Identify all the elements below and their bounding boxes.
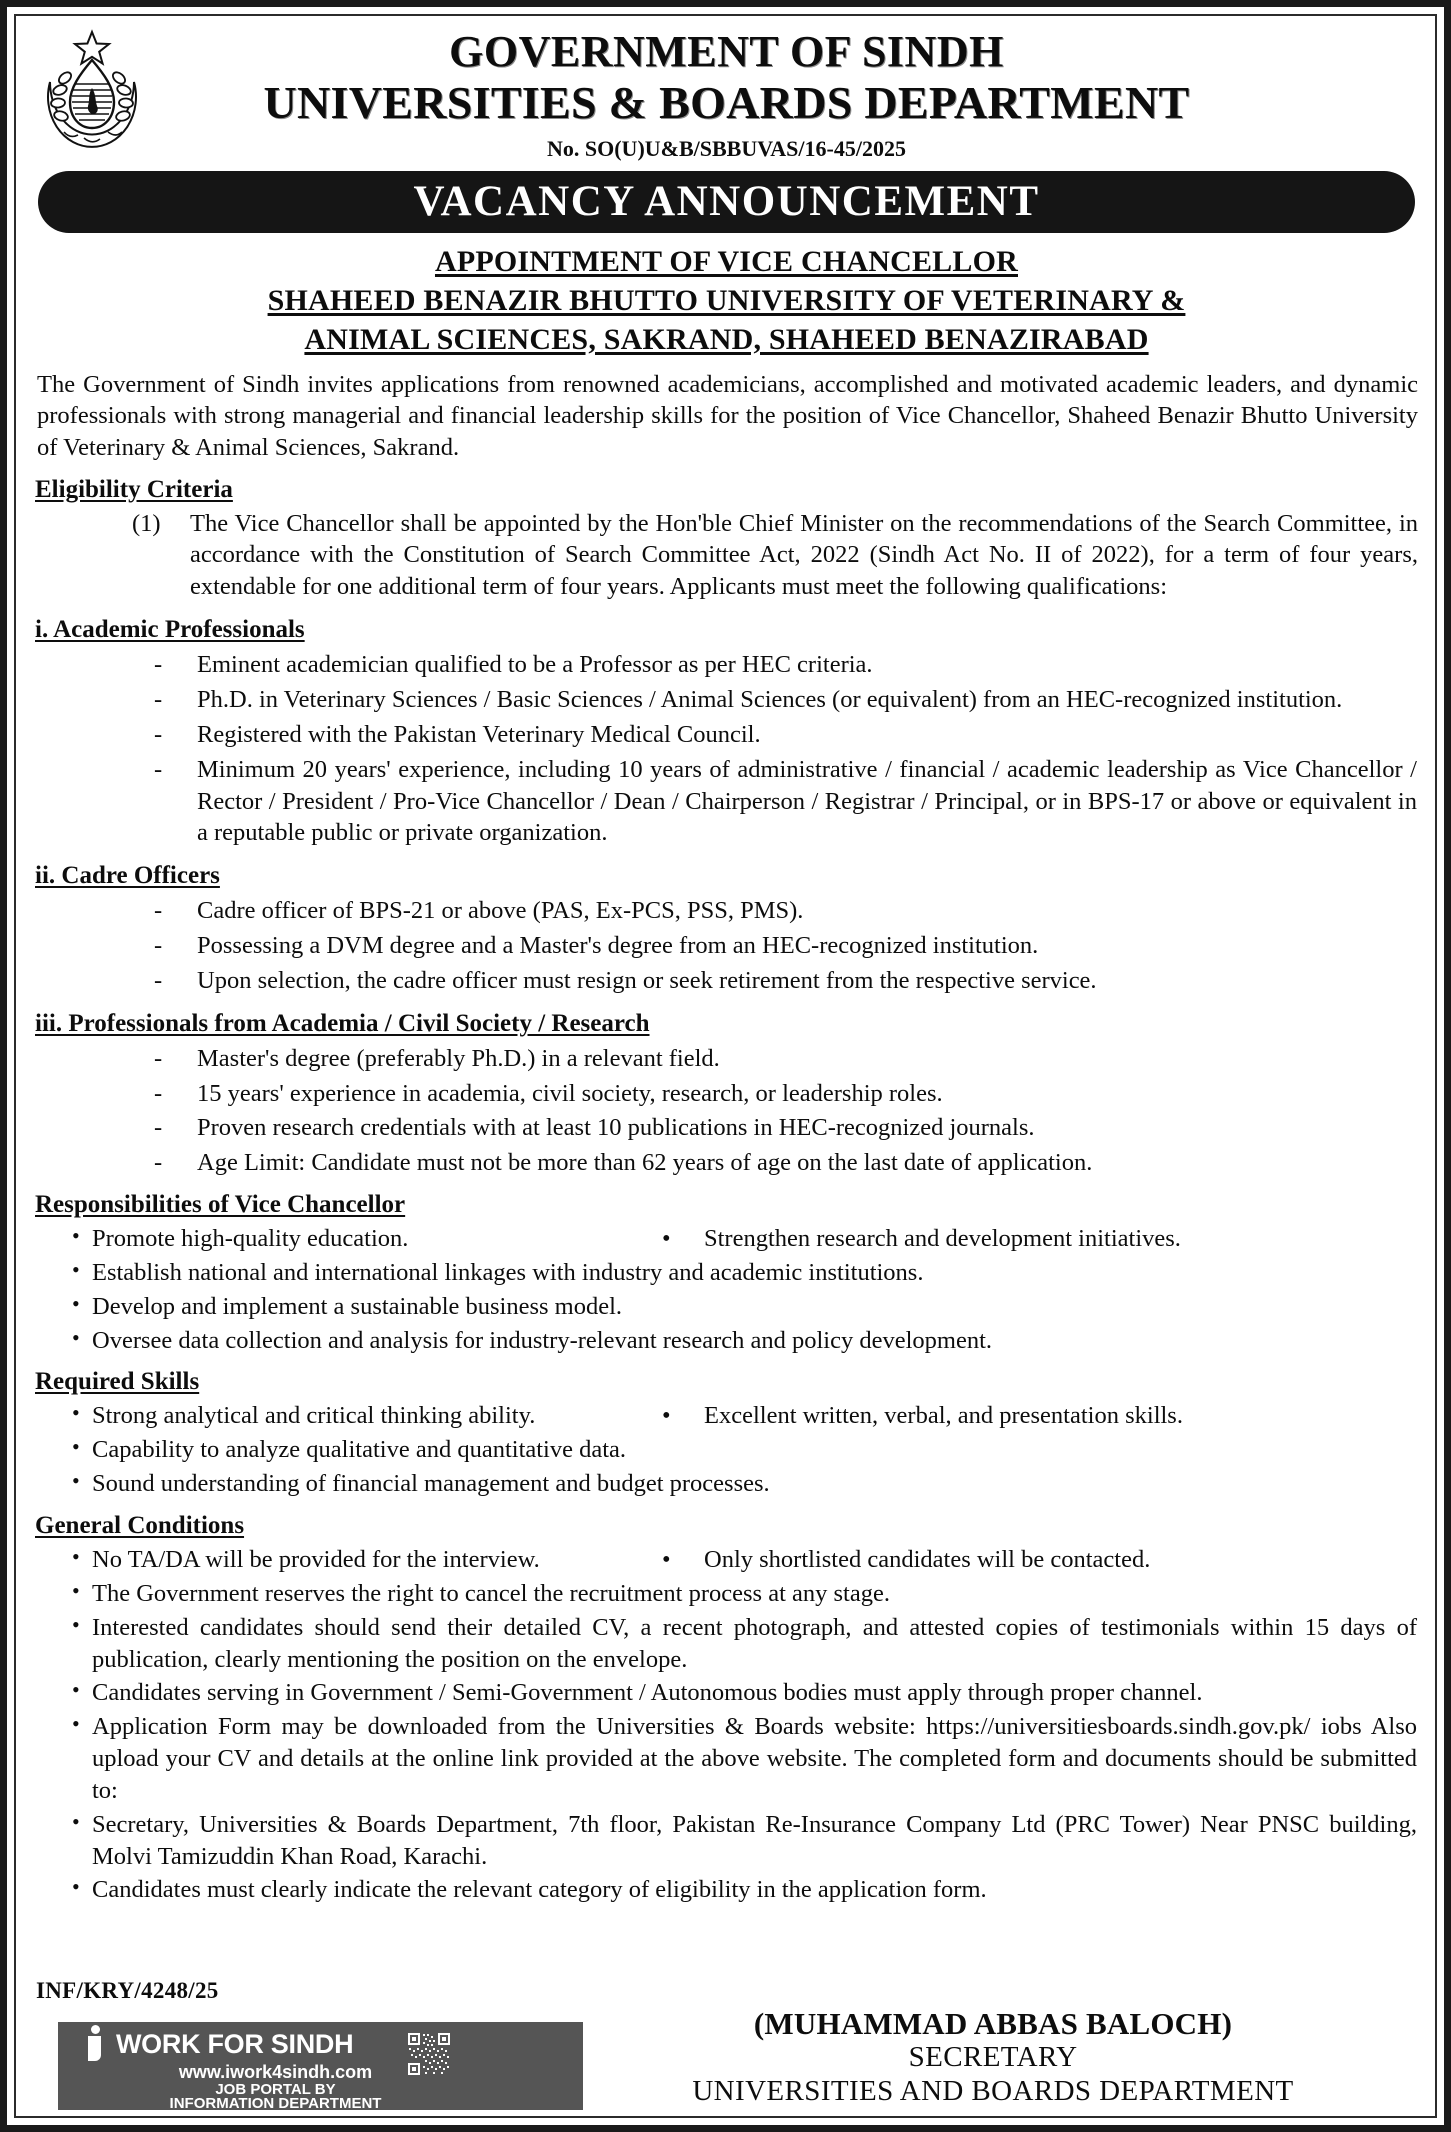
list-item: • Secretary, Universities & Boards Department, 7th floor, Pakistan Re-Insurance Company Ltd (PRC Tower) Near PNSC building, Molvi Tamizuddin Khan Road, Karachi.: [32, 1809, 1421, 1873]
signatory-designation: SECRETARY: [908, 2041, 1078, 2074]
list-item: [32, 1400, 1421, 1432]
subsection-heading-academic-professionals: i. Academic Professionals: [35, 616, 305, 644]
page-inner-border: [14, 14, 1437, 2118]
list-item: • The Government reserves the right to cancel the recruitment process at any stage.: [32, 1578, 1421, 1610]
page-title-government: GOVERNMENT OF SINDH: [449, 27, 1004, 76]
badge-title: WORK FOR SINDH: [116, 2029, 354, 2059]
section-heading-general-conditions: General Conditions: [35, 1512, 245, 1540]
eligibility-item-1-marker: (1): [132, 509, 161, 537]
i-logo-icon: [88, 2029, 104, 2059]
subsection-heading-academia-civil-society-research: iii. Professionals from Academia / Civil Society / Research: [35, 1009, 650, 1037]
footer-row: [32, 2007, 1421, 2110]
list-item: [32, 1223, 1421, 1255]
vacancy-title-line-2: SHAHEED BENAZIR BHUTTO UNIVERSITY OF VETERINARY &: [267, 283, 1186, 317]
inf-reference-number: INF/KRY/4248/25: [36, 1977, 219, 2003]
list-academia-civil-society-research: [32, 1043, 1421, 1179]
iwork4sindh-badge[interactable]: [58, 2022, 583, 2110]
list-item: [32, 1544, 1421, 1576]
list-item: • Establish national and international linkages with industry and academic institutions.: [32, 1257, 1421, 1289]
government-of-sindh-emblem-icon: [38, 26, 146, 152]
vacancy-title-line-3: ANIMAL SCIENCES, SAKRAND, SHAHEED BENAZIRABAD: [304, 322, 1149, 356]
list-item-text-right: Only shortlisted candidates will be contacted.: [704, 1546, 1151, 1574]
page-title-department: UNIVERSITIES & BOARDS DEPARTMENT: [263, 77, 1190, 129]
list-item: - Ph.D. in Veterinary Sciences / Basic Sciences / Animal Sciences (or equivalent) from an HEC-recognized institution.: [32, 684, 1421, 716]
subsection-heading-cadre-officers: ii. Cadre Officers: [35, 862, 220, 890]
list-general-conditions: [32, 1544, 1421, 1906]
intro-paragraph: The Government of Sindh invites applications from renowned academicians, accomplished and motivated academic leaders, and dynamic professionals with strong managerial and financial leadership skills for the position of Vice Chancellor, Shaheed Benazir Bhutto University of Veterinary & Animal Sciences, Sakrand.: [37, 370, 1418, 462]
list-item: - Proven research credentials with at least 10 publications in HEC-recognized journals.: [32, 1112, 1421, 1144]
list-item: - Master's degree (preferably Ph.D.) in a relevant field.: [32, 1043, 1421, 1075]
list-item: • Oversee data collection and analysis for industry-relevant research and policy development.: [32, 1325, 1421, 1357]
page-content: [16, 16, 1435, 2116]
section-heading-required-skills: Required Skills: [35, 1368, 200, 1396]
list-required-skills: [32, 1400, 1421, 1500]
eligibility-item-1: [132, 508, 1418, 604]
bullet-icon: •: [662, 1225, 671, 1253]
section-heading-eligibility-criteria: Eligibility Criteria: [35, 475, 233, 503]
section-heading-responsibilities: Responsibilities of Vice Chancellor: [35, 1191, 406, 1219]
eligibility-item-1-text: The Vice Chancellor shall be appointed by the Hon'ble Chief Minister on the recommendations of the Search Committee, in accordance with the Constitution of Search Committee Act, 2022 (Sindh Act No. II of 2022), for a term of four years, extendable for one additional term of four years. Applicants must meet the following qualifications:: [190, 509, 1418, 601]
list-item: • Capability to analyze qualitative and quantitative data.: [32, 1434, 1421, 1466]
list-item: - Upon selection, the cadre officer must resign or seek retirement from the respective service.: [32, 965, 1421, 997]
bullet-icon: •: [662, 1546, 671, 1574]
document-header: [32, 22, 1421, 233]
list-item-text-right: Strengthen research and development initiatives.: [704, 1225, 1181, 1253]
list-cadre-officers: [32, 895, 1421, 997]
list-item: • Application Form may be downloaded from the Universities & Boards website: https://universitiesboards.sindh.gov.pk/ iobs Also upload your CV and details at the online link provided at the above website. The completed form and documents should be submitted to:: [32, 1711, 1421, 1807]
list-item-text-left: Strong analytical and critical thinking ability.: [92, 1402, 536, 1430]
list-responsibilities: [32, 1223, 1421, 1356]
list-item: - Registered with the Pakistan Veterinary Medical Council.: [32, 719, 1421, 751]
badge-subtitle-department: INFORMATION DEPARTMENT: [169, 2095, 382, 2112]
signatory-department: UNIVERSITIES AND BOARDS DEPARTMENT: [692, 2074, 1294, 2107]
signatory-name: (MUHAMMAD ABBAS BALOCH): [753, 2005, 1233, 2041]
signature-block: [583, 2007, 1421, 2110]
list-item-text-left: Promote high-quality education.: [92, 1225, 409, 1253]
list-item-text-right: Excellent written, verbal, and presentation skills.: [704, 1402, 1183, 1430]
list-item: - Cadre officer of BPS-21 or above (PAS, Ex-PCS, PSS, PMS).: [32, 895, 1421, 927]
list-item: - Eminent academician qualified to be a Professor as per HEC criteria.: [32, 649, 1421, 681]
list-item: - 15 years' experience in academia, civil society, research, or leadership roles.: [32, 1078, 1421, 1110]
list-item: • Sound understanding of financial management and budget processes.: [32, 1468, 1421, 1500]
vacancy-title-block: [32, 242, 1421, 359]
bullet-icon: •: [662, 1402, 671, 1430]
qr-code-icon[interactable]: [407, 2032, 451, 2076]
document-footer: [16, 1978, 1435, 2116]
list-item: - Age Limit: Candidate must not be more than 62 years of age on the last date of application.: [32, 1147, 1421, 1179]
badge-subtitle-portal: JOB PORTAL BY: [215, 2081, 336, 2098]
vacancy-announcement-banner: VACANCY ANNOUNCEMENT: [38, 171, 1415, 233]
list-item: • Candidates must clearly indicate the relevant category of eligibility in the application form.: [32, 1874, 1421, 1906]
vacancy-title-line-1: APPOINTMENT OF VICE CHANCELLOR: [434, 244, 1018, 278]
badge-website: www.iwork4sindh.com: [178, 2062, 373, 2082]
list-item-right: [662, 1223, 1181, 1255]
list-item: • Develop and implement a sustainable business model.: [32, 1291, 1421, 1323]
list-item-right: [662, 1544, 1150, 1576]
list-item: • Interested candidates should send their detailed CV, a recent photograph, and attested copies of testimonials within 15 days of publication, clearly mentioning the position on the envelope.: [32, 1612, 1421, 1676]
list-item-text-left: No TA/DA will be provided for the interview.: [92, 1546, 540, 1574]
list-item: - Minimum 20 years' experience, including 10 years of administrative / financial / academic leadership as Vice Chancellor / Rector / President / Pro-Vice Chancellor / Dean / Chairperson / Registrar / Principal, or in BPS-17 or above or equivalent in a reputable public or private organization.: [32, 754, 1421, 850]
list-item-right: [662, 1400, 1183, 1432]
file-reference-number: No. SO(U)U&B/SBBUVAS/16-45/2025: [547, 135, 906, 161]
list-academic-professionals: [32, 649, 1421, 849]
list-item: • Candidates serving in Government / Semi-Government / Autonomous bodies must apply through proper channel.: [32, 1677, 1421, 1709]
list-item: - Possessing a DVM degree and a Master's degree from an HEC-recognized institution.: [32, 930, 1421, 962]
